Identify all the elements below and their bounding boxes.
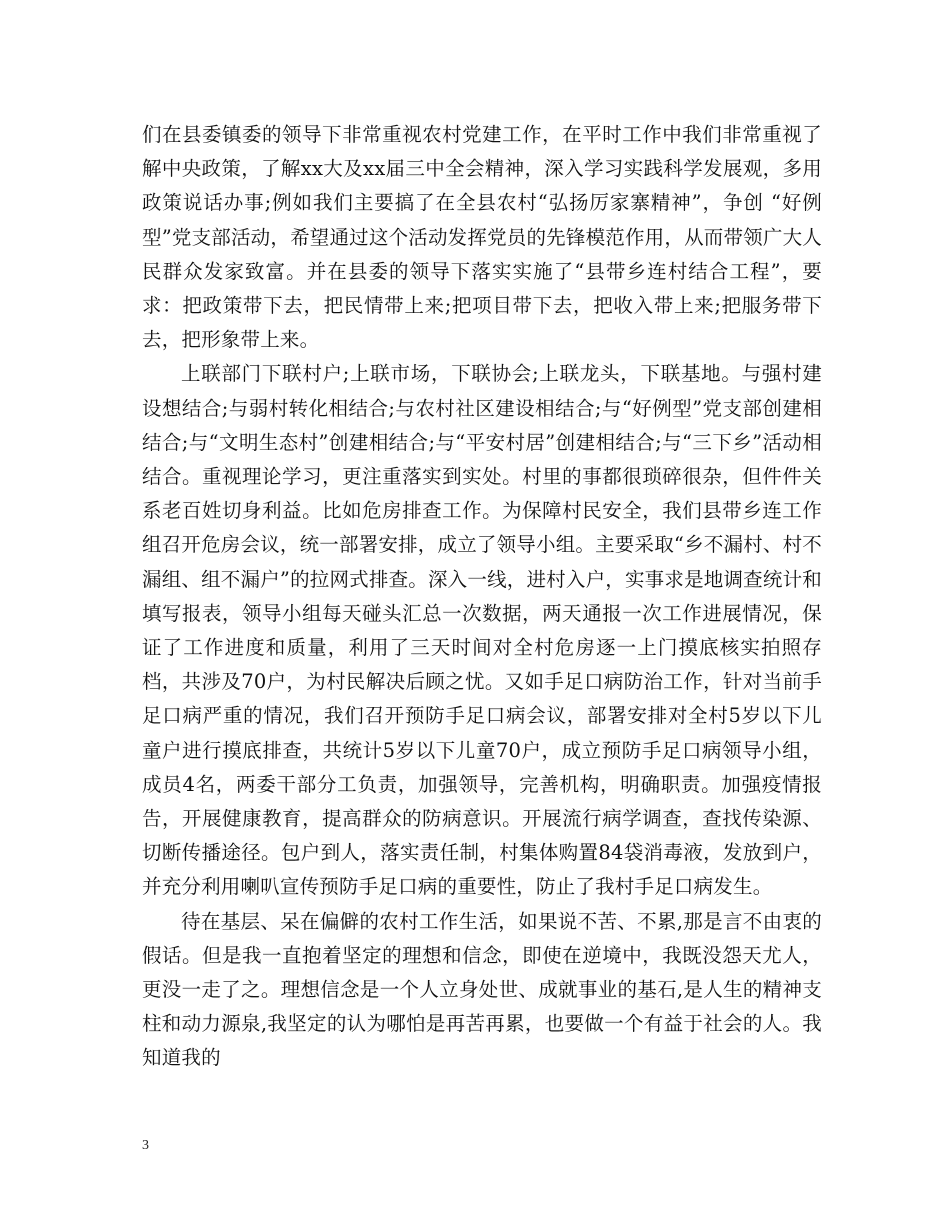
paragraph-1: 们在县委镇委的领导下非常重视农村党建工作，在平时工作中我们非常重视了解中央政策，了解xx大及xx届三中全会精神，深入学习实践科学发展观，多用政策说话办事;例如我们主要搞了在全县农村“弘扬厉家寨精神”，争创 “好例型”党支部活动，希望通过这个活动发挥党员的先锋模范作用，从而带领广大人民群众发家致富。并在县委的领导下落实实施了“县带乡连村结合工程”，要求：把政策带下去，把民情带上来;把项目带下去，把收入带上来;把服务带下去，把形象带上来。 [142, 123, 822, 352]
paragraph-2: 上联部门下联村户;上联市场，下联协会;上联龙头，下联基地。与强村建设想结合;与弱村转化相结合;与农村社区建设相结合;与“好例型”党支部创建相结合;与“文明生态村”创建相结合;与“平安村居”创建相结合;与“三下乡”活动相结合。重视理论学习，更注重落实到实处。村里的事都很琐碎很杂，但件件关系老百姓切身利益。比如危房排查工作。为保障村民安全，我们县带乡连工作组召开危房会议，统一部署安排，成立了领导小组。主要采取“乡不漏村、村不漏组、组不漏户”的拉网式排查。深入一线，进村入户，实事求是地调查统计和填写报表，领导小组每天碰头汇总一次数据，两天通报一次工作进展情况，保证了工作进度和质量，利用了三天时间对全村危房逐一上门摸底核实拍照存档，共涉及70户，为村民解决后顾之忧。又如手足口病防治工作，针对当前手足口病严重的情况，我们召开预防手足口病会议，部署安排对全村5岁以下儿童户进行摸底排查，共统计5岁以下儿童70户，成立预防手足口病领导小组，成员4名，两委干部分工负责，加强领导，完善机构，明确职责。加强疫情报告，开展健康教育，提高群众的防病意识。开展流行病学调查，查找传染源、切断传播途径。包户到人，落实责任制，村集体购置84袋消毒液，发放到户，并充分利用喇叭宣传预防手足口病的重要性，防止了我村手足口病发生。 [142, 362, 822, 899]
body-text [142, 118, 822, 1076]
page-number: 3 [142, 1138, 149, 1153]
paragraph-3: 待在基层、呆在偏僻的农村工作生活，如果说不苦、不累,那是言不由衷的假话。但是我一直抱着坚定的理想和信念，即使在逆境中，我既没怨天尤人，更没一走了之。理想信念是一个人立身处世、成就事业的基石,是人生的精神支柱和动力源泉,我坚定的认为哪怕是再苦再累，也要做一个有益于社会的人。我知道我的 [142, 909, 822, 1070]
